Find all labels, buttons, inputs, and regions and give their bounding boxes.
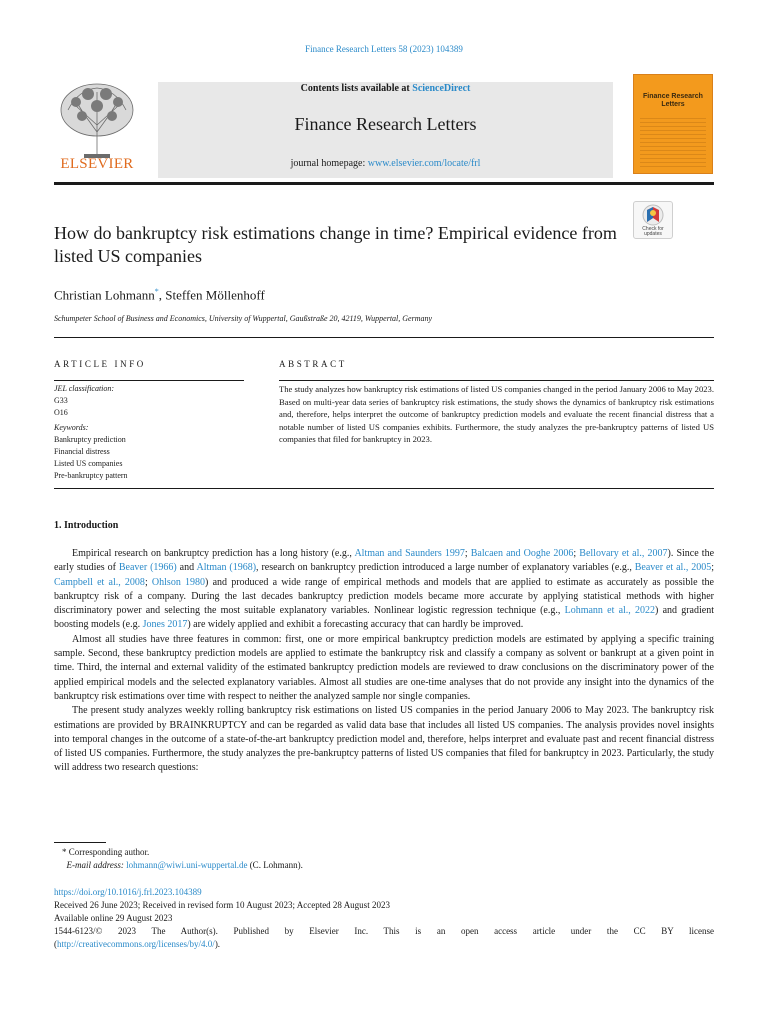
sciencedirect-link[interactable]: ScienceDirect bbox=[412, 83, 471, 94]
available-online: Available online 29 August 2023 bbox=[54, 913, 173, 923]
text-run: Empirical research on bankruptcy prediction has a long history (e.g., bbox=[72, 548, 355, 559]
homepage-line bbox=[158, 158, 613, 169]
contents-line bbox=[158, 83, 613, 94]
affiliation: Schumpeter School of Business and Economics, University of Wuppertal, Gaußstraße 20, 42119, Wuppertal, Germany bbox=[54, 314, 433, 323]
footnote-rule bbox=[54, 842, 106, 843]
check-for-updates-button[interactable] bbox=[633, 201, 673, 239]
author-separator: , bbox=[158, 287, 166, 303]
footnote bbox=[62, 846, 712, 872]
article-info-heading: ARTICLE INFO bbox=[54, 359, 146, 369]
citation-link[interactable]: Bellovary et al., 2007 bbox=[579, 548, 668, 559]
citation-link[interactable]: Ohlson 1980 bbox=[151, 576, 206, 588]
jel-code: O16 bbox=[54, 408, 68, 417]
citation-link[interactable]: Campbell et al., 2008 bbox=[54, 576, 145, 588]
author-name: Steffen Möllenhoff bbox=[165, 287, 265, 303]
jel-label: JEL classification: bbox=[54, 384, 115, 393]
text-run: ; bbox=[573, 548, 580, 559]
body-text bbox=[54, 547, 714, 776]
jel-codes bbox=[54, 395, 68, 419]
doi-link[interactable]: https://doi.org/10.1016/j.frl.2023.104389 bbox=[54, 887, 202, 897]
keyword: Financial distress bbox=[54, 447, 110, 456]
paragraph: Almost all studies have three features in common: first, one or more empirical bankruptcy prediction models are estimated by applying a specific training sample. Second, these bankruptcy prediction models are applied to estimate the bankruptcy risk and classify a company as solvent or bankrupt at a given point in time. Third, the internal and external validity of the estimated bankruptcy prediction models are reviewed to draw conclusions on the discriminatory power of the applied empirical models and the selected explanatory variables. Almost all studies are one-time analyses that do not provide any insight into the dynamics of the bankruptcy risk estimations over time with respect to neither the analyzed sample nor single companies. bbox=[54, 633, 714, 702]
corresponding-text: Corresponding author. bbox=[68, 847, 150, 857]
received-dates: Received 26 June 2023; Received in revised form 10 August 2023; Accepted 28 August 2023 bbox=[54, 900, 390, 910]
divider bbox=[279, 380, 714, 381]
contents-prefix: Contents lists available at bbox=[300, 83, 413, 94]
license-text: 1544-6123/© 2023 The Author(s). Published by Elsevier Inc. This is an open access article under the CC BY license bbox=[54, 926, 714, 936]
text-run: ) are widely applied and exhibit a forecasting accuracy that can hardly be improved. bbox=[187, 619, 524, 631]
abstract-heading: ABSTRACT bbox=[279, 359, 347, 369]
section-heading-introduction: 1. Introduction bbox=[54, 520, 119, 531]
text-run: ). Since the early studies of bbox=[54, 548, 715, 574]
license-url-line bbox=[54, 938, 714, 951]
check-updates-label: Check for updates bbox=[642, 226, 664, 237]
author-list bbox=[54, 287, 654, 303]
email-link[interactable]: lohmann@wiwi.uni-wuppertal.de bbox=[126, 860, 248, 870]
email-suffix: (C. Lohmann). bbox=[247, 860, 303, 870]
article-title: How do bankruptcy risk estimations change in time? Empirical evidence from listed US companies bbox=[54, 223, 617, 266]
keyword: Pre-bankruptcy pattern bbox=[54, 471, 128, 480]
text-run: and bbox=[176, 562, 197, 574]
text-run: , research on bankruptcy prediction introduced a large number of explanatory variables (e.g., bbox=[256, 562, 635, 574]
divider bbox=[54, 488, 714, 489]
text-run: ; bbox=[711, 562, 715, 574]
citation-link[interactable]: Beaver et al., 2005 bbox=[634, 562, 712, 574]
journal-cover-image[interactable] bbox=[633, 74, 713, 174]
article-metadata bbox=[54, 886, 714, 951]
keyword: Listed US companies bbox=[54, 459, 123, 468]
text-run: ) and produced a wide range of empirical methods and models that are applied to estimate as accurately as possible the bankruptcy risk of a company. During the last decades bankruptcy prediction models became more accurate by applying statistical methods with higher discriminatory power and selecting the most suitable explanatory variables. Nonlinear logistic regression technique (e.g., bbox=[54, 576, 714, 617]
paren-close: ). bbox=[214, 939, 221, 949]
citation-link[interactable]: Altman and Saunders 1997 bbox=[354, 548, 465, 559]
text-run: ) and gradient boosting models (e.g. bbox=[54, 605, 714, 631]
citation-link[interactable]: Beaver (1966) bbox=[118, 562, 177, 574]
paragraph bbox=[54, 547, 714, 633]
homepage-link[interactable]: www.elsevier.com/locate/frl bbox=[367, 158, 481, 169]
header-rule bbox=[54, 182, 714, 185]
cover-contents-lines bbox=[640, 115, 706, 167]
text-run: ; bbox=[464, 548, 471, 559]
citation-link[interactable]: Balcaen and Ooghe 2006 bbox=[470, 548, 574, 559]
license-link[interactable]: http://creativecommons.org/licenses/by/4.0/ bbox=[57, 939, 215, 949]
paren-open: ( bbox=[54, 939, 57, 949]
journal-title: Finance Research Letters bbox=[294, 114, 477, 134]
keyword: Bankruptcy prediction bbox=[54, 435, 126, 444]
text-run: ; bbox=[144, 576, 152, 588]
homepage-prefix: journal homepage: bbox=[290, 158, 368, 169]
corresponding-note bbox=[62, 846, 712, 859]
citation-link[interactable]: Jones 2017 bbox=[142, 619, 188, 631]
journal-citation-link[interactable]: Finance Research Letters 58 (2023) 104389 bbox=[305, 44, 463, 54]
author-name: Christian Lohmann bbox=[54, 287, 155, 303]
publisher-name: ELSEVIER bbox=[60, 156, 134, 172]
paragraph: The present study analyzes weekly rolling bankruptcy risk estimations on listed US companies in the period January 2006 to May 2023. The bankruptcy risk estimations are provided by BRAINKRUPTCY and can be regarded as valid data base that includes all listed US companies. The analysis provides novel insights into temporal changes in the outcome of a state-of-the-art bankruptcy prediction model and, therefore, helps interpret and evaluate past and recent financial distress of listed US companies. Furthermore, the study analyzes the pre-bankruptcy patterns of listed US companies that filed for bankruptcy in 2023. Particularly, the study will address two research questions: bbox=[54, 705, 714, 774]
divider bbox=[54, 337, 714, 338]
corresponding-author-mark[interactable]: * bbox=[154, 287, 159, 296]
keywords-label: Keywords: bbox=[54, 423, 89, 432]
jel-code: G33 bbox=[54, 396, 68, 405]
keywords-list bbox=[54, 434, 128, 482]
cover-title: Finance Research Letters bbox=[643, 93, 703, 108]
divider bbox=[54, 380, 244, 381]
citation-link[interactable]: Altman (1968) bbox=[196, 562, 257, 574]
email-note bbox=[62, 859, 712, 872]
citation-link[interactable]: Lohmann et al., 2022 bbox=[564, 605, 656, 617]
footnote-mark: * bbox=[62, 847, 67, 857]
email-label: E-mail address: bbox=[66, 860, 124, 870]
abstract-text: The study analyzes how bankruptcy risk estimations of listed US companies changed in the period January 2006 to May 2023. Based on multi-year data series of bankruptcy risk estimations, the study shows the dynamics of bankruptcy risk estimations and, therefore, helps interpret the outcome of bankruptcy prediction models and evaluate the recent financial distress that a notable number of listed US companies exhibits. Furthermore, the study analyzes the pre-bankruptcy patterns of listed US companies that filed for bankruptcy in 2023. bbox=[279, 384, 714, 444]
